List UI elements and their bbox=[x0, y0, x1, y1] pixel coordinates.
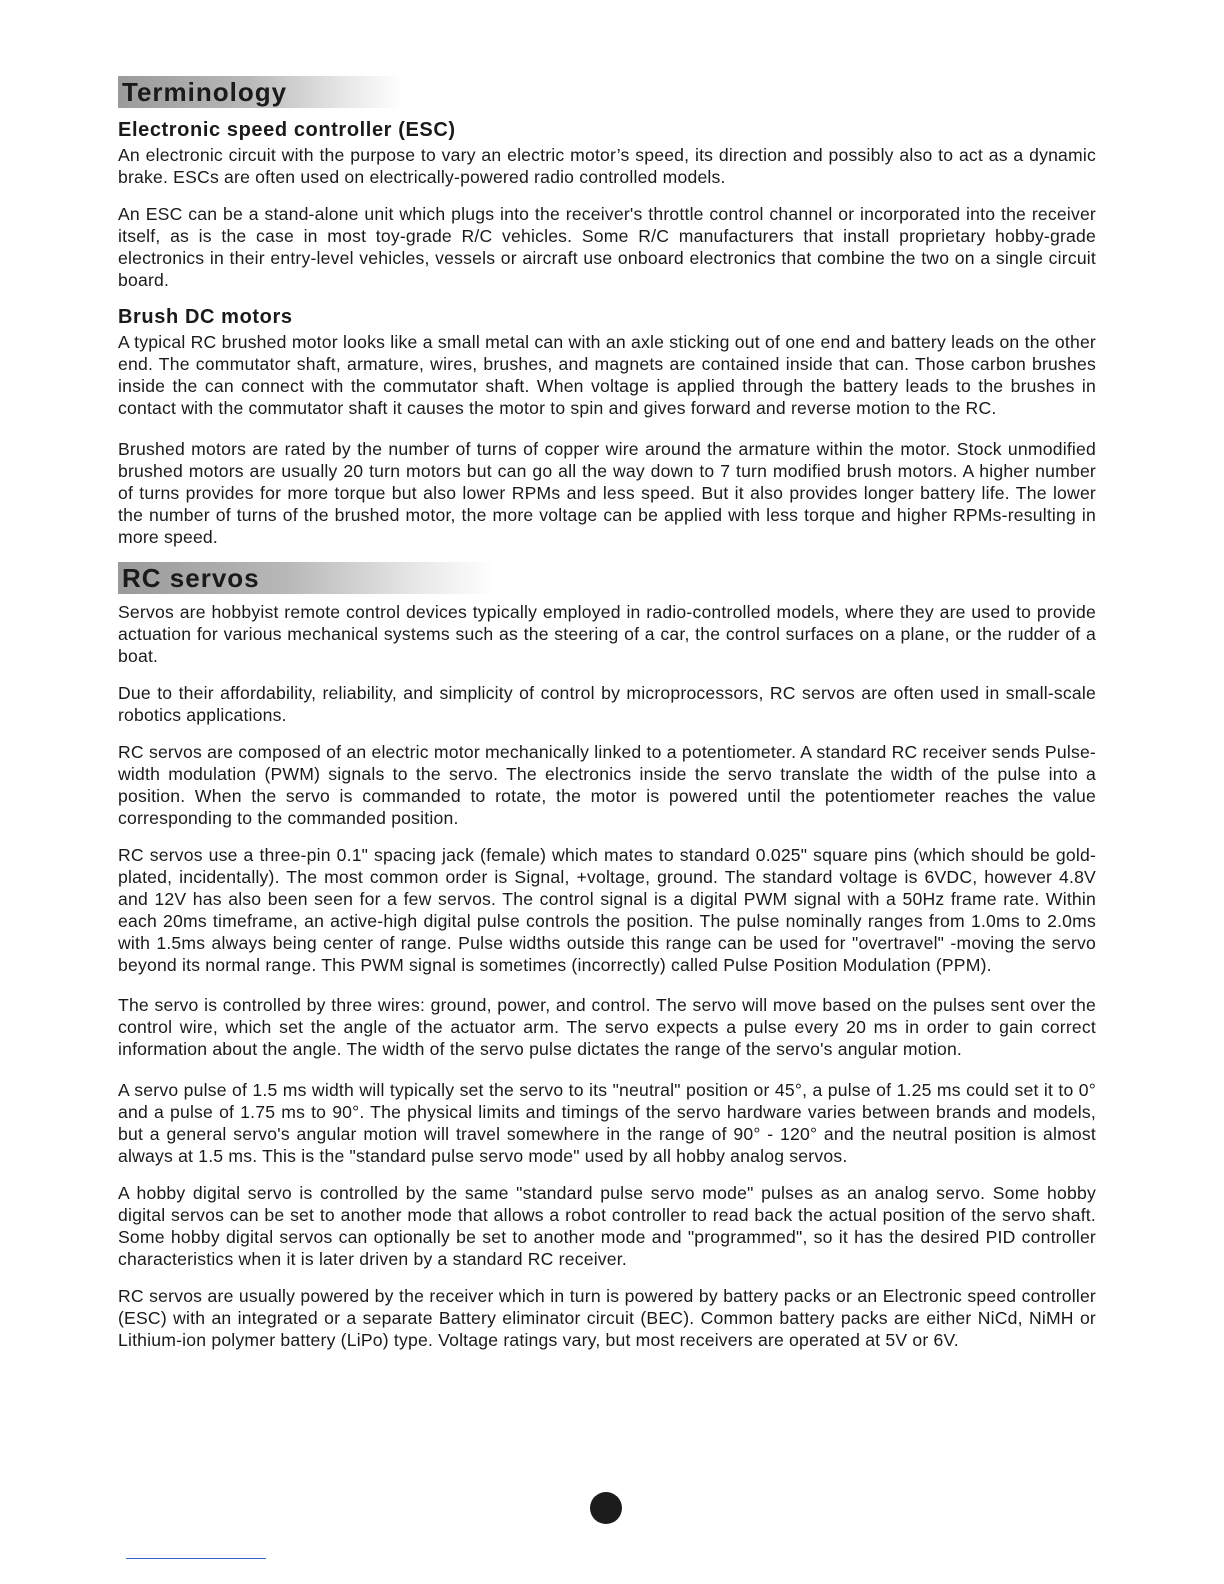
paragraph: Due to their affordability, reliability, and simplicity of control by microprocessors, RC servos are often used in small-scale robotics applications. bbox=[118, 683, 1096, 725]
section-title-rc-servos: RC servos bbox=[118, 562, 494, 594]
paragraph: RC servos are composed of an electric motor mechanically linked to a potentiometer. A standard RC receiver sends Pulse-width modulation (PWM) signals to the servo. The electronics inside the servo translate the width of the pulse into a position. When the servo is commanded to rotate, the motor is powered until the potentiometer reaches the value corresponding to the commanded position. bbox=[118, 742, 1096, 828]
section-title-terminology: Terminology bbox=[118, 76, 404, 108]
paragraph: A typical RC brushed motor looks like a small metal can with an axle sticking out of one end and battery leads on the other end. The commutator shaft, armature, wires, brushes, and magnets are contained inside that can. Those carbon brushes inside the can connect with the commutator shaft. When voltage is applied through the battery leads to the brushes in contact with the commutator shaft it causes the motor to spin and gives forward and reverse motion to the RC. bbox=[118, 332, 1096, 418]
subheading-brush-dc-motors: Brush DC motors bbox=[118, 306, 293, 328]
footer-rule bbox=[126, 1558, 266, 1559]
paragraph: An ESC can be a stand-alone unit which plugs into the receiver's throttle control channel or incorporated into the receiver itself, as is the case in most toy-grade R/C vehicles. Some R/C manufacturers that install proprietary hobby-grade electronics in their entry-level vehicles, vessels or aircraft use onboard electronics that combine the two on a single circuit board. bbox=[118, 204, 1096, 290]
paragraph: Servos are hobbyist remote control devices typically employed in radio-controlled models, where they are used to provide actuation for various mechanical systems such as the steering of a car, the control surfaces on a plane, or the rudder of a boat. bbox=[118, 602, 1096, 666]
document-page bbox=[118, 76, 1096, 1351]
paragraph: An electronic circuit with the purpose to vary an electric motor’s speed, its direction and possibly also to act as a dynamic brake. ESCs are often used on electrically-powered radio controlled models. bbox=[118, 145, 1096, 187]
paragraph: A servo pulse of 1.5 ms width will typically set the servo to its "neutral" position or 45°, a pulse of 1.25 ms could set it to 0° and a pulse of 1.75 ms to 90°. The physical limits and timings of the servo hardware varies between brands and models, but a general servo's angular motion will travel somewhere in the range of 90° - 120° and the neutral position is almost always at 1.5 ms. This is the "standard pulse servo mode" used by all hobby analog servos. bbox=[118, 1080, 1096, 1166]
paragraph: RC servos use a three-pin 0.1" spacing jack (female) which mates to standard 0.025" square pins (which should be gold-plated, incidentally). The most common order is Signal, +voltage, ground. The standard voltage is 6VDC, however 4.8V and 12V has also been seen for a few servos. The control signal is a digital PWM signal with a 50Hz frame rate. Within each 20ms timeframe, an active-high digital pulse controls the position. The pulse nominally ranges from 1.0ms to 2.0ms with 1.5ms always being center of range. Pulse widths outside this range can be used for "overtravel" -moving the servo beyond its normal range. This PWM signal is sometimes (incorrectly) called Pulse Position Modulation (PPM). bbox=[118, 845, 1096, 975]
page-number-dot bbox=[590, 1492, 622, 1524]
subheading-esc: Electronic speed controller (ESC) bbox=[118, 119, 456, 141]
paragraph: The servo is controlled by three wires: ground, power, and control. The servo will move based on the pulses sent over the control wire, which set the angle of the actuator arm. The servo expects a pulse every 20 ms in order to gain correct information about the angle. The width of the servo pulse dictates the range of the servo's angular motion. bbox=[118, 995, 1096, 1059]
paragraph: A hobby digital servo is controlled by the same "standard pulse servo mode" pulses as an analog servo. Some hobby digital servos can be set to another mode that allows a robot controller to read back the actual position of the servo shaft. Some hobby digital servos can optionally be set to another mode and "programmed", so it has the desired PID controller characteristics when it is later driven by a standard RC receiver. bbox=[118, 1183, 1096, 1269]
paragraph: RC servos are usually powered by the receiver which in turn is powered by battery packs or an Electronic speed controller (ESC) with an integrated or a separate Battery eliminator circuit (BEC). Common battery packs are either NiCd, NiMH or Lithium-ion polymer battery (LiPo) type. Voltage ratings vary, but most receivers are operated at 5V or 6V. bbox=[118, 1286, 1096, 1350]
paragraph: Brushed motors are rated by the number of turns of copper wire around the armature within the motor. Stock unmodified brushed motors are usually 20 turn motors but can go all the way down to 7 turn modified brush motors. A higher number of turns provides for more torque but also lower RPMs and less speed. But it also provides longer battery life. The lower the number of turns of the brushed motor, the more voltage can be applied with less torque and higher RPMs-resulting in more speed. bbox=[118, 439, 1096, 547]
